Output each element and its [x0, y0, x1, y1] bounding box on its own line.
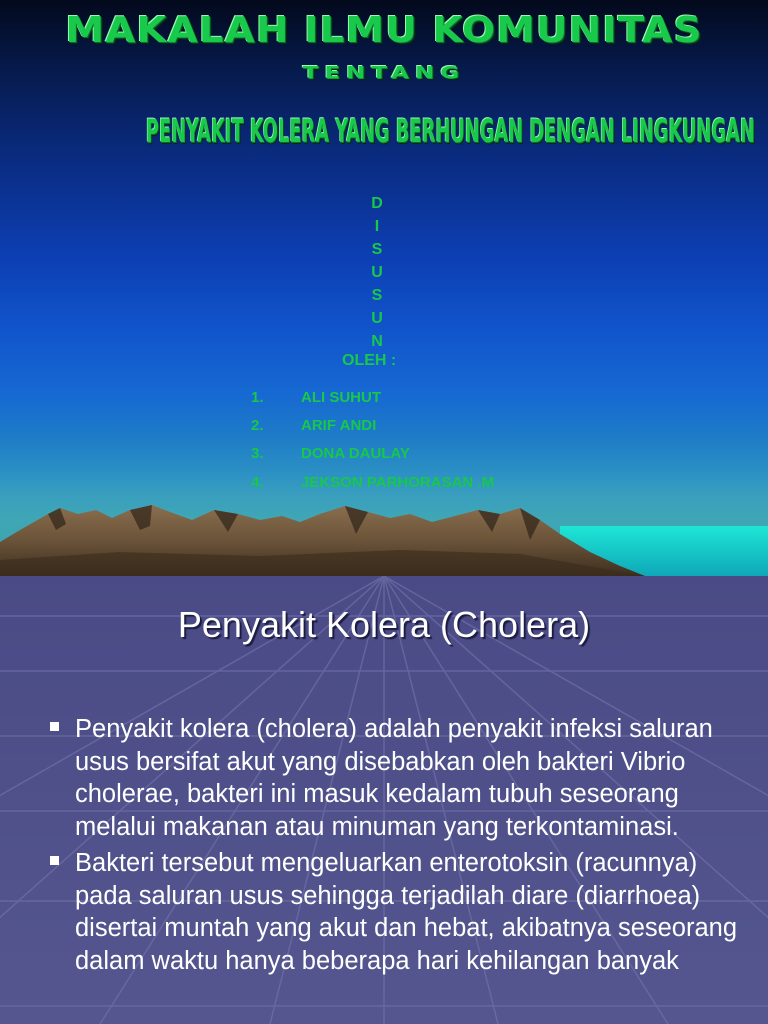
- author-number: 4.: [251, 474, 264, 491]
- bullet-text: Bakteri tersebut mengeluarkan enterotoksin (racunnya) pada saluran usus sehingga terjadilah diare (diarrhoea) disertai muntah yang akut dan hebat, akibatnya seseorang dalam waktu hanya beberapa hari kehilangan banyak: [75, 849, 738, 975]
- bullet-item: [48, 847, 738, 977]
- slide-title: Penyakit Kolera (Cholera): [177, 604, 591, 645]
- disusun-letter: S: [371, 287, 383, 304]
- bullet-item: [48, 713, 738, 843]
- title-line-2: TENTANG: [302, 63, 466, 83]
- bullet-list: [48, 713, 738, 981]
- author-item: [251, 474, 494, 491]
- author-item: [251, 417, 376, 434]
- square-bullet-icon: [50, 722, 59, 731]
- disusun-letter: U: [371, 310, 383, 327]
- author-number: 1.: [251, 389, 264, 406]
- oleh-label: OLEH :: [342, 352, 397, 369]
- author-name: ARIF ANDI: [301, 417, 377, 434]
- title-line-1: MAKALAH ILMU KOMUNITAS: [65, 9, 703, 52]
- title-line-3: PENYAKIT KOLERA YANG BERHUNGAN DENGAN LINGKUNGAN: [145, 112, 755, 150]
- author-number: 3.: [251, 445, 264, 462]
- disusun-letter: N: [371, 333, 383, 350]
- author-name: JEKSON PARHORASAN .M: [301, 474, 495, 491]
- disusun-letter: D: [371, 195, 383, 212]
- content-slide: [0, 576, 768, 1024]
- author-item: [251, 445, 410, 462]
- author-number: 2.: [251, 417, 264, 434]
- disusun-vertical-text: [366, 192, 388, 353]
- bullet-text: Penyakit kolera (cholera) adalah penyakit infeksi saluran usus bersifat akut yang disebabkan oleh bakteri Vibrio cholerae, bakteri ini masuk kedalam tubuh seseorang melalui makanan atau minuman yang terkontaminasi.: [75, 715, 713, 841]
- author-name: DONA DAULAY: [301, 445, 410, 462]
- author-item: [251, 389, 381, 406]
- disusun-letter: I: [374, 218, 380, 235]
- disusun-letter: U: [371, 264, 383, 281]
- disusun-letter: S: [371, 241, 383, 258]
- square-bullet-icon: [50, 856, 59, 865]
- mountain-landscape-image: [0, 490, 768, 576]
- author-name: ALI SUHUT: [301, 389, 381, 406]
